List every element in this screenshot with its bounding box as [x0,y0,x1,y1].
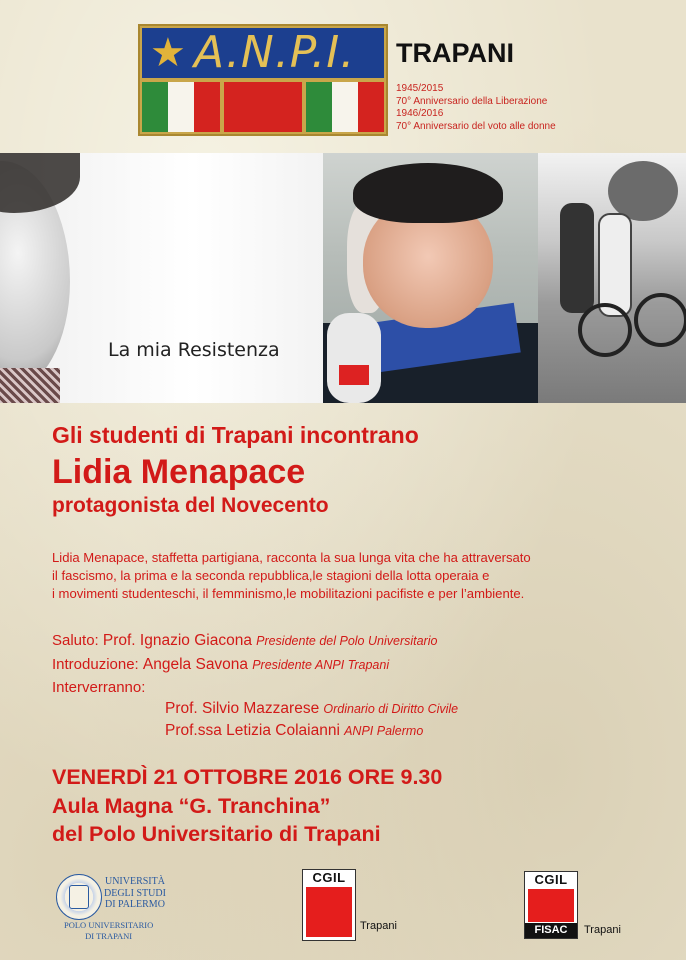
partisans-bicycle-photo [538,153,686,403]
program-speaker-role: ANPI Palermo [344,724,424,738]
anpi-logo [138,24,388,136]
anpi-logo-flags [142,82,384,132]
fisac-logo-text: FISAC [525,923,577,938]
fisac-cgil-logo [524,871,578,939]
hair-illustration [0,153,80,213]
photo-caption: La mia Resistenza [108,339,280,361]
bicycle-wheel-icon [578,303,632,357]
program-speaker-name: Prof. Ignazio Giacona [102,632,252,649]
italian-flag-icon [142,82,220,132]
italian-flag-icon [306,82,384,132]
description-line: Lidia Menapace, staffetta partigiana, racconta la sua lunga vita che ha attraversato [52,550,531,565]
microphone-icon [327,313,381,403]
star-icon: ★ [150,30,186,76]
headline-name: Lidia Menapace [52,453,306,491]
microphone-logo [339,365,369,385]
portrait-young-photo [0,153,323,403]
headline-subtitle: protagonista del Novecento [52,494,329,517]
anniversary-line: 70° Anniversario della Liberazione [396,95,548,107]
event-venue: del Polo Universitario di Trapani [52,822,381,846]
university-name [104,876,166,911]
anniversary-line: 70° Anniversario del voto alle donne [396,120,556,132]
cgil-city: Trapani [360,920,397,932]
description [52,549,652,603]
university-name-line: DI PALERMO [105,899,165,910]
university-subtitle-line: DI TRAPANI [85,930,133,941]
cgil-logo-red-block [306,887,352,937]
seal-emblem [69,885,89,909]
university-seal-icon [56,874,102,920]
description-line: il fascismo, la prima e la seconda repubblica,le stagioni della lotta operaia e [52,568,490,583]
collar-illustration [0,368,60,403]
cgil-logo [302,869,356,941]
tree-illustration [608,161,678,221]
anniversary-line: 1945/2015 [396,83,444,94]
program-introduzione [52,656,389,674]
program-speaker-role: Ordinario di Diritto Civile [323,702,459,716]
beret-illustration [353,163,503,223]
red-bar [224,82,302,132]
program-speaker-name: Prof.ssa Letizia Colaianni [165,722,340,739]
anniversary-line: 1946/2016 [396,108,444,119]
partisan-figure [598,213,632,317]
program-speaker-role: Presidente ANPI Trapani [252,658,390,672]
header-city: TRAPANI [396,38,514,68]
fisac-logo-red-block [528,889,574,922]
program-saluto [52,632,437,650]
cgil-logo-text: CGIL [312,870,346,885]
anniversary-text [396,83,556,133]
program-speakers-label: Interverranno: [52,679,146,696]
portrait-elderly-photo [323,153,538,403]
university-subtitle-line: POLO UNIVERSITARIO [64,920,154,930]
university-subtitle [64,920,153,941]
event-date: VENERDÌ 21 OTTOBRE 2016 ORE 9.30 [52,765,443,789]
fisac-city: Trapani [584,924,621,936]
program-speaker-name: Angela Savona [142,656,249,673]
headline-intro: Gli studenti di Trapani incontrano [52,422,419,448]
bicycle-wheel-icon [634,293,686,347]
program-speaker-role: Presidente del Polo Universitario [256,634,438,648]
program-speaker [165,722,423,740]
fisac-cgil-logo-text: CGIL [534,872,568,887]
partisan-figure [560,203,594,313]
program-label: Introduzione: [52,656,143,673]
university-name-line: UNIVERSITÀ [104,876,165,887]
photo-strip [0,153,686,403]
program-speaker-name: Prof. Silvio Mazzarese [165,700,320,717]
university-name-line: DEGLI STUDI [104,887,166,899]
event-place: Aula Magna “G. Tranchina” [52,794,331,818]
program-speaker [165,700,458,718]
program-label: Saluto: [52,632,103,649]
anpi-logo-banner [142,28,384,78]
description-line: i movimenti studenteschi, il femminismo,le mobilitazioni pacifiste e per l’ambiente. [52,586,525,601]
anpi-logo-text: A.N.P.I. [194,27,356,78]
